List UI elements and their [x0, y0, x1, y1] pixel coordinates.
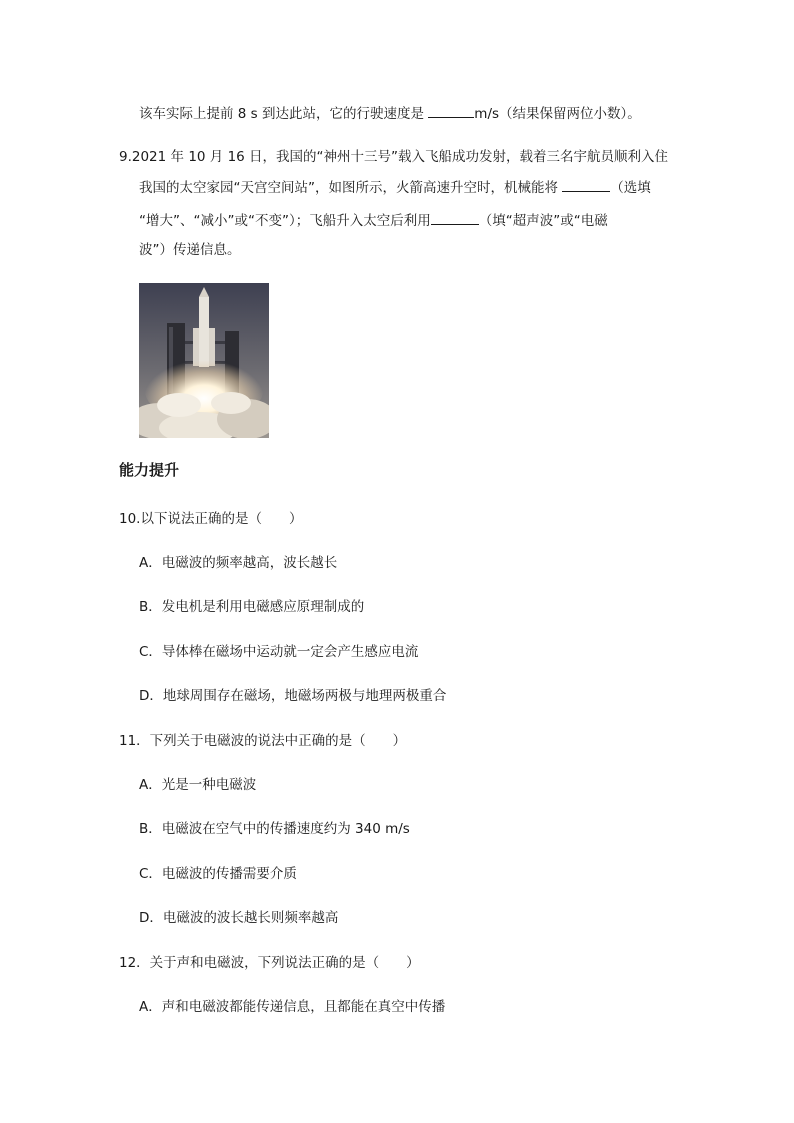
q8-text-after: m/s（结果保留两位小数）。: [474, 106, 641, 122]
q11-option-c[interactable]: C．电磁波的传播需要介质: [139, 866, 297, 882]
q8-text-before: 该车实际上提前 8 s 到达此站，它的行驶速度是: [139, 106, 429, 122]
rocket-launch-photo: [139, 283, 269, 438]
q9-line-3: [139, 210, 608, 231]
q9-answer-blank-1[interactable]: [562, 177, 610, 192]
q9-line-4: 波”）传递信息。: [139, 242, 241, 258]
q9-line-2: [139, 177, 651, 198]
q10-option-b[interactable]: B．发电机是利用电磁感应原理制成的: [139, 599, 365, 615]
q9-line2-end: （选填: [610, 180, 651, 196]
q10-stem: 10.以下说法正确的是（ ）: [119, 511, 303, 527]
section-title: 能力提升: [119, 461, 180, 479]
q9-line3-text: “增大”、“减小”或“不变”）；飞船升入太空后利用: [139, 213, 431, 229]
q9-line3-end: （填“超声波”或“电磁: [478, 213, 608, 229]
q10-option-d[interactable]: D．地球周围存在磁场，地磁场两极与地理两极重合: [139, 688, 447, 704]
q11-option-d[interactable]: D．电磁波的波长越长则频率越高: [139, 910, 339, 926]
q11-option-b[interactable]: B．电磁波在空气中的传播速度约为 340 m/s: [139, 821, 410, 837]
q11-stem: 11．下列关于电磁波的说法中正确的是（ ）: [119, 733, 407, 749]
q12-stem: 12．关于声和电磁波，下列说法正确的是（ ）: [119, 955, 420, 971]
q8-continuation: [139, 103, 641, 124]
q9-line2-text: 我国的太空家园“天宫空间站”，如图所示，火箭高速升空时，机械能将: [139, 180, 563, 196]
q10-option-c[interactable]: C．导体棒在磁场中运动就一定会产生感应电流: [139, 644, 419, 660]
q9-answer-blank-2[interactable]: [431, 210, 479, 225]
q12-option-a[interactable]: A．声和电磁波都能传递信息，且都能在真空中传播: [139, 999, 446, 1015]
q9-line-1: 9.2021 年 10 月 16 日，我国的“神州十三号”载入飞船成功发射，载着三名宇航员顺利入住: [119, 149, 669, 165]
q10-option-a[interactable]: A．电磁波的频率越高，波长越长: [139, 555, 338, 571]
q11-option-a[interactable]: A．光是一种电磁波: [139, 777, 257, 793]
q8-answer-blank[interactable]: [428, 103, 474, 118]
